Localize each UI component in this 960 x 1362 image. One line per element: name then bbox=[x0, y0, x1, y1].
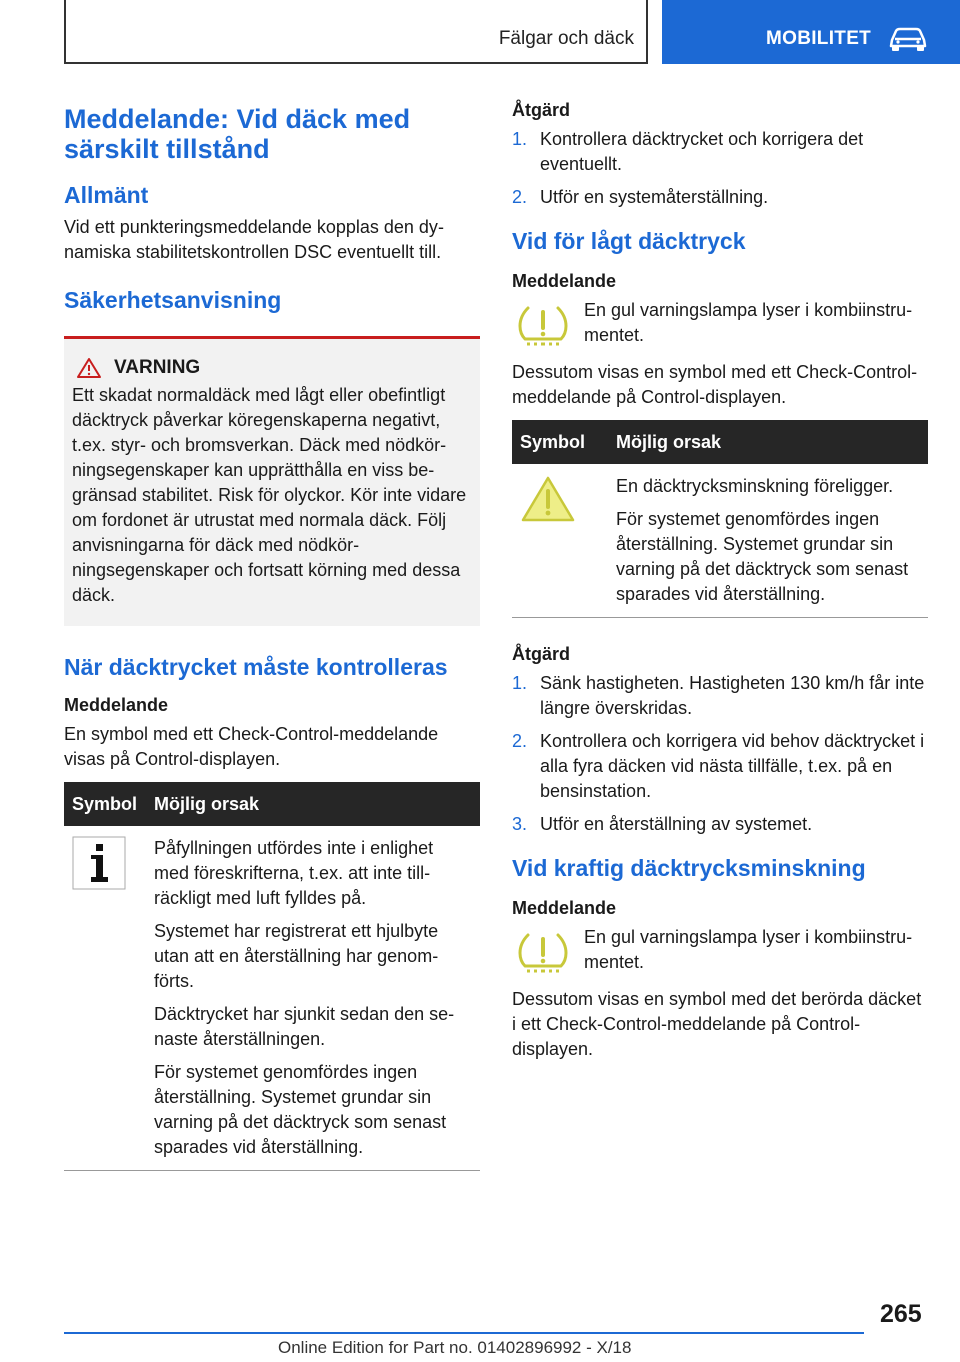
list-item bbox=[512, 729, 928, 804]
warning-triangle-icon bbox=[520, 474, 576, 524]
table-header-symbol: Symbol bbox=[64, 782, 146, 826]
table-row bbox=[64, 826, 480, 1171]
lamp-text-1: En gul varningslampa lyser i kombiinstrumentet. bbox=[584, 300, 913, 345]
lamp-text-2: En gul varningslampa lyser i kombiinstrumentet. bbox=[584, 927, 913, 972]
action-list-1 bbox=[512, 127, 928, 210]
page-number: 265 bbox=[880, 1300, 922, 1328]
general-text: Vid ett punkteringsmeddelande kopplas den dynamiska stabilitetskontrollen DSC eventuellt till. bbox=[64, 217, 444, 262]
list-text: Utför en återställning av systemet. bbox=[540, 814, 813, 834]
warning-text: Ett skadat normaldäck med lågt eller obefintligt däcktryck påverkar köregenskaperna negativt, t.ex. styr- och bromsverkan. Däck med nödkörningsegenskaper kan upprätthålla en viss begränsad stabilitet. Risk för olyckor. Kör inte vidare om fordonet är utrustat med normala däck. Följ anvisningarna för däck med nödkörningsegenskaper och fortsatt körning med dessa däck. bbox=[72, 385, 467, 605]
message-label-2: Meddelande bbox=[512, 898, 617, 918]
table-cell-symbol bbox=[64, 826, 146, 1171]
left-column bbox=[64, 100, 480, 1171]
list-item bbox=[512, 127, 928, 177]
tire-pressure-warning-icon bbox=[516, 929, 570, 975]
table-header-row bbox=[64, 782, 480, 826]
tire-pressure-warning-icon bbox=[516, 302, 570, 348]
symbol-table-right bbox=[512, 420, 928, 618]
message-text: En symbol med ett Check-Control-meddelande visas på Control-displayen. bbox=[64, 724, 439, 769]
table-header-cause: Möjlig orsak bbox=[608, 420, 928, 464]
general-heading: Allmänt bbox=[64, 182, 149, 208]
info-icon bbox=[72, 836, 126, 890]
warning-header bbox=[72, 357, 472, 379]
table-row bbox=[512, 464, 928, 618]
list-number: 2. bbox=[512, 731, 528, 751]
cause-text: För systemet genomfördes ingen återställning. Systemet grundar sin varning på det däcktryck som senast sparades vid återställning. bbox=[616, 509, 909, 604]
check-heading: När däcktrycket måste kontrolleras bbox=[64, 654, 448, 680]
footer-edition: Online Edition for Part no. 01402896992 - X/18 bbox=[278, 1338, 632, 1357]
action-label-2: Åtgärd bbox=[512, 644, 570, 664]
header-section-box bbox=[64, 0, 648, 64]
extra-text-1: Dessutom visas en symbol med ett Check-Control-meddelande på Control-displayen. bbox=[512, 362, 918, 407]
warning-title: VARNING bbox=[114, 357, 201, 378]
cause-text: En däcktrycksminskning föreligger. bbox=[616, 476, 894, 496]
list-number: 1. bbox=[512, 129, 528, 149]
warning-box bbox=[64, 336, 480, 626]
symbol-table-left bbox=[64, 782, 480, 1171]
action-label-1: Åtgärd bbox=[512, 100, 570, 120]
lamp-message-row-2 bbox=[512, 925, 928, 975]
table-header-row bbox=[512, 420, 928, 464]
cause-text: För systemet genomfördes ingen återställning. Systemet grundar sin varning på det däcktryck som senast sparades vid återställning. bbox=[154, 1062, 447, 1157]
table-header-symbol: Symbol bbox=[512, 420, 608, 464]
message-label-1: Meddelande bbox=[512, 271, 617, 291]
action-list-2 bbox=[512, 671, 928, 837]
list-text: Kontrollera däcktrycket och korrigera det eventuellt. bbox=[540, 129, 864, 174]
main-title: Meddelande: Vid däck med särskilt tillstånd bbox=[64, 104, 411, 164]
list-number: 3. bbox=[512, 814, 528, 834]
list-item bbox=[512, 185, 928, 210]
table-cell-cause bbox=[146, 826, 480, 1171]
severe-heading: Vid kraftig däcktrycksminskning bbox=[512, 855, 866, 881]
car-icon bbox=[888, 26, 928, 52]
list-number: 1. bbox=[512, 673, 528, 693]
low-pressure-heading: Vid för lågt däcktryck bbox=[512, 228, 746, 254]
list-item bbox=[512, 671, 928, 721]
right-column bbox=[512, 100, 928, 1072]
warning-triangle-icon bbox=[76, 357, 102, 379]
table-cell-symbol bbox=[512, 464, 608, 618]
cause-text: Systemet har registrerat ett hjulbyte utan att en återställning har genomförts. bbox=[154, 921, 439, 991]
table-cell-cause bbox=[608, 464, 928, 618]
cause-text: Däcktrycket har sjunkit sedan den senaste återställningen. bbox=[154, 1004, 455, 1049]
footer-divider bbox=[64, 1332, 864, 1334]
list-number: 2. bbox=[512, 187, 528, 207]
list-text: Utför en systemåterställning. bbox=[540, 187, 769, 207]
extra-text-2: Dessutom visas en symbol med det berörda däcket i ett Check-Control-meddelande på Control-displayen. bbox=[512, 989, 922, 1059]
section-title: Fälgar och däck bbox=[498, 28, 634, 49]
message-label: Meddelande bbox=[64, 695, 169, 715]
cause-text: Påfyllningen utfördes inte i enlighet med föreskrifterna, t.ex. att inte tillräckligt med luft fylldes på. bbox=[154, 838, 434, 908]
safety-heading: Säkerhetsanvisning bbox=[64, 287, 282, 313]
list-text: Sänk hastigheten. Hastigheten 130 km/h får inte längre överskridas. bbox=[540, 673, 925, 718]
list-text: Kontrollera och korrigera vid behov däcktrycket i alla fyra däcken vid nästa tillfälle, t.ex. på en bensinstation. bbox=[540, 731, 925, 801]
list-item bbox=[512, 812, 928, 837]
chapter-title: MOBILITET bbox=[766, 28, 872, 49]
header-chapter-box bbox=[662, 0, 960, 64]
lamp-message-row-1 bbox=[512, 298, 928, 348]
table-header-cause: Möjlig orsak bbox=[146, 782, 480, 826]
